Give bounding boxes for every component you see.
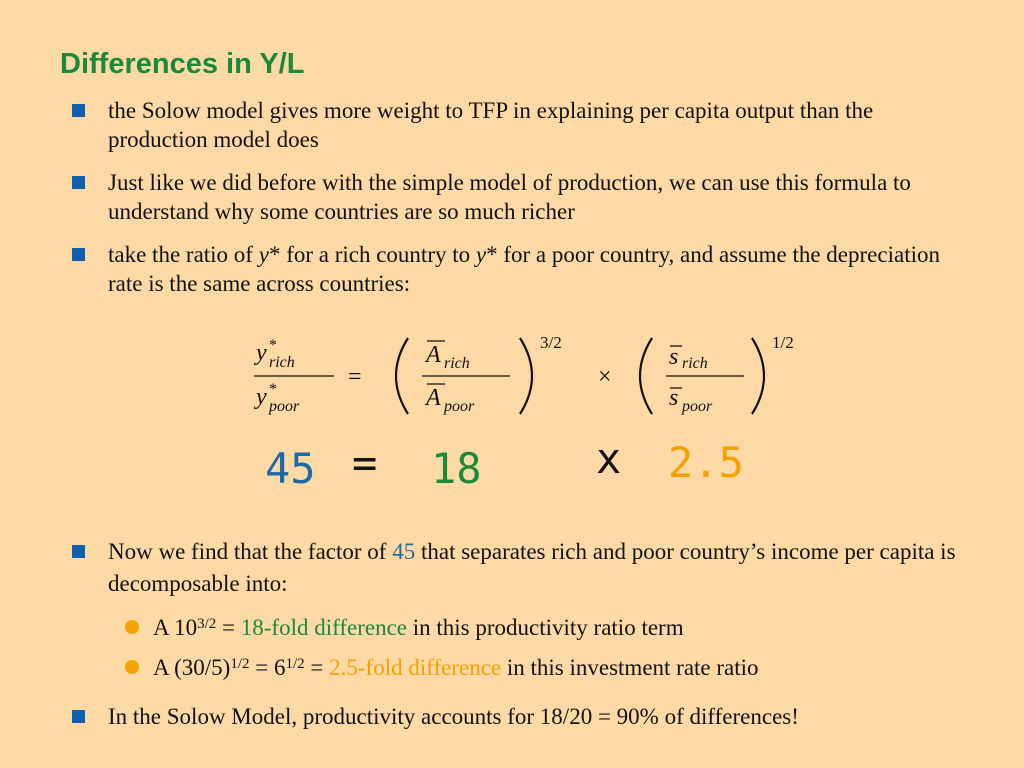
bullet-square-icon (72, 710, 85, 723)
s-poor-base: s (669, 385, 679, 411)
a-poor-sub: poor (444, 398, 475, 415)
slide-title: Differences in Y/L (60, 48, 305, 80)
y-rich-star: * (269, 337, 277, 354)
equation-times: × (598, 364, 612, 390)
sub-bullet-text: A $(30/5)^{1/2} = 6^{1/2}$ = 2.5-fold difference in this investment rate ratio (153, 655, 759, 680)
a-exponent: 3/2 (540, 333, 562, 352)
bullet-square-icon (72, 104, 85, 117)
y-poor-base: y (256, 384, 267, 410)
y-ratio-fraction (254, 337, 334, 415)
a-poor-base: A (426, 385, 441, 411)
productivity-highlight: 18-fold difference (240, 615, 407, 640)
number-equals: = (352, 438, 378, 487)
equation-equals: = (348, 364, 362, 390)
s-poor-sub: poor (682, 398, 713, 415)
bullet-square-icon (72, 176, 85, 189)
s-rich-base: s (669, 344, 679, 370)
y-poor-star: * (269, 381, 277, 398)
left-paren (640, 338, 652, 414)
number-total: 45 (265, 444, 316, 493)
a-rich-sub: rich (444, 355, 470, 372)
y-poor-sub: poor (269, 398, 300, 415)
a-rich-base: A (426, 342, 441, 368)
right-paren (752, 338, 764, 414)
ratio-equation (250, 326, 830, 426)
bullet-text: the Solow model gives more weight to TFP in explaining per capita output than the production model does (108, 98, 874, 152)
number-productivity: 18 (431, 444, 482, 493)
sub-bullet-text: A $10^{3/2}$ = 18-fold difference in this productivity ratio term (153, 615, 684, 640)
investment-highlight: 2.5-fold difference (329, 655, 502, 680)
sub-bullet-dot-icon (125, 660, 139, 674)
y-rich-base: y (256, 340, 267, 366)
bullet-text: take the ratio of y* for a rich country to y* for a poor country, and assume the depreciation rate is the same across countries: (108, 242, 940, 296)
factor-highlight: 45 (392, 539, 416, 564)
bullet-text: In the Solow Model, productivity accounts for 18/20 = 90% of differences! (108, 704, 799, 729)
y-rich-sub: rich (269, 354, 295, 371)
a-ratio-term (396, 333, 562, 415)
bullet-square-icon (72, 545, 85, 558)
s-ratio-term (640, 333, 794, 415)
number-times: x (596, 434, 622, 483)
bullet-text: Now we find that the factor of 45 that separates rich and poor country’s income per capita is decomposable into: (108, 539, 956, 596)
s-exponent: 1/2 (772, 333, 794, 352)
right-paren (520, 338, 532, 414)
sub-bullet-dot-icon (125, 620, 139, 634)
left-paren (396, 338, 408, 414)
number-investment: 2.5 (668, 438, 744, 487)
s-rich-sub: rich (682, 355, 708, 372)
bullet-square-icon (72, 248, 85, 261)
bullet-text: Just like we did before with the simple model of production, we can use this formula to understand why some countries are so much richer (108, 170, 911, 224)
